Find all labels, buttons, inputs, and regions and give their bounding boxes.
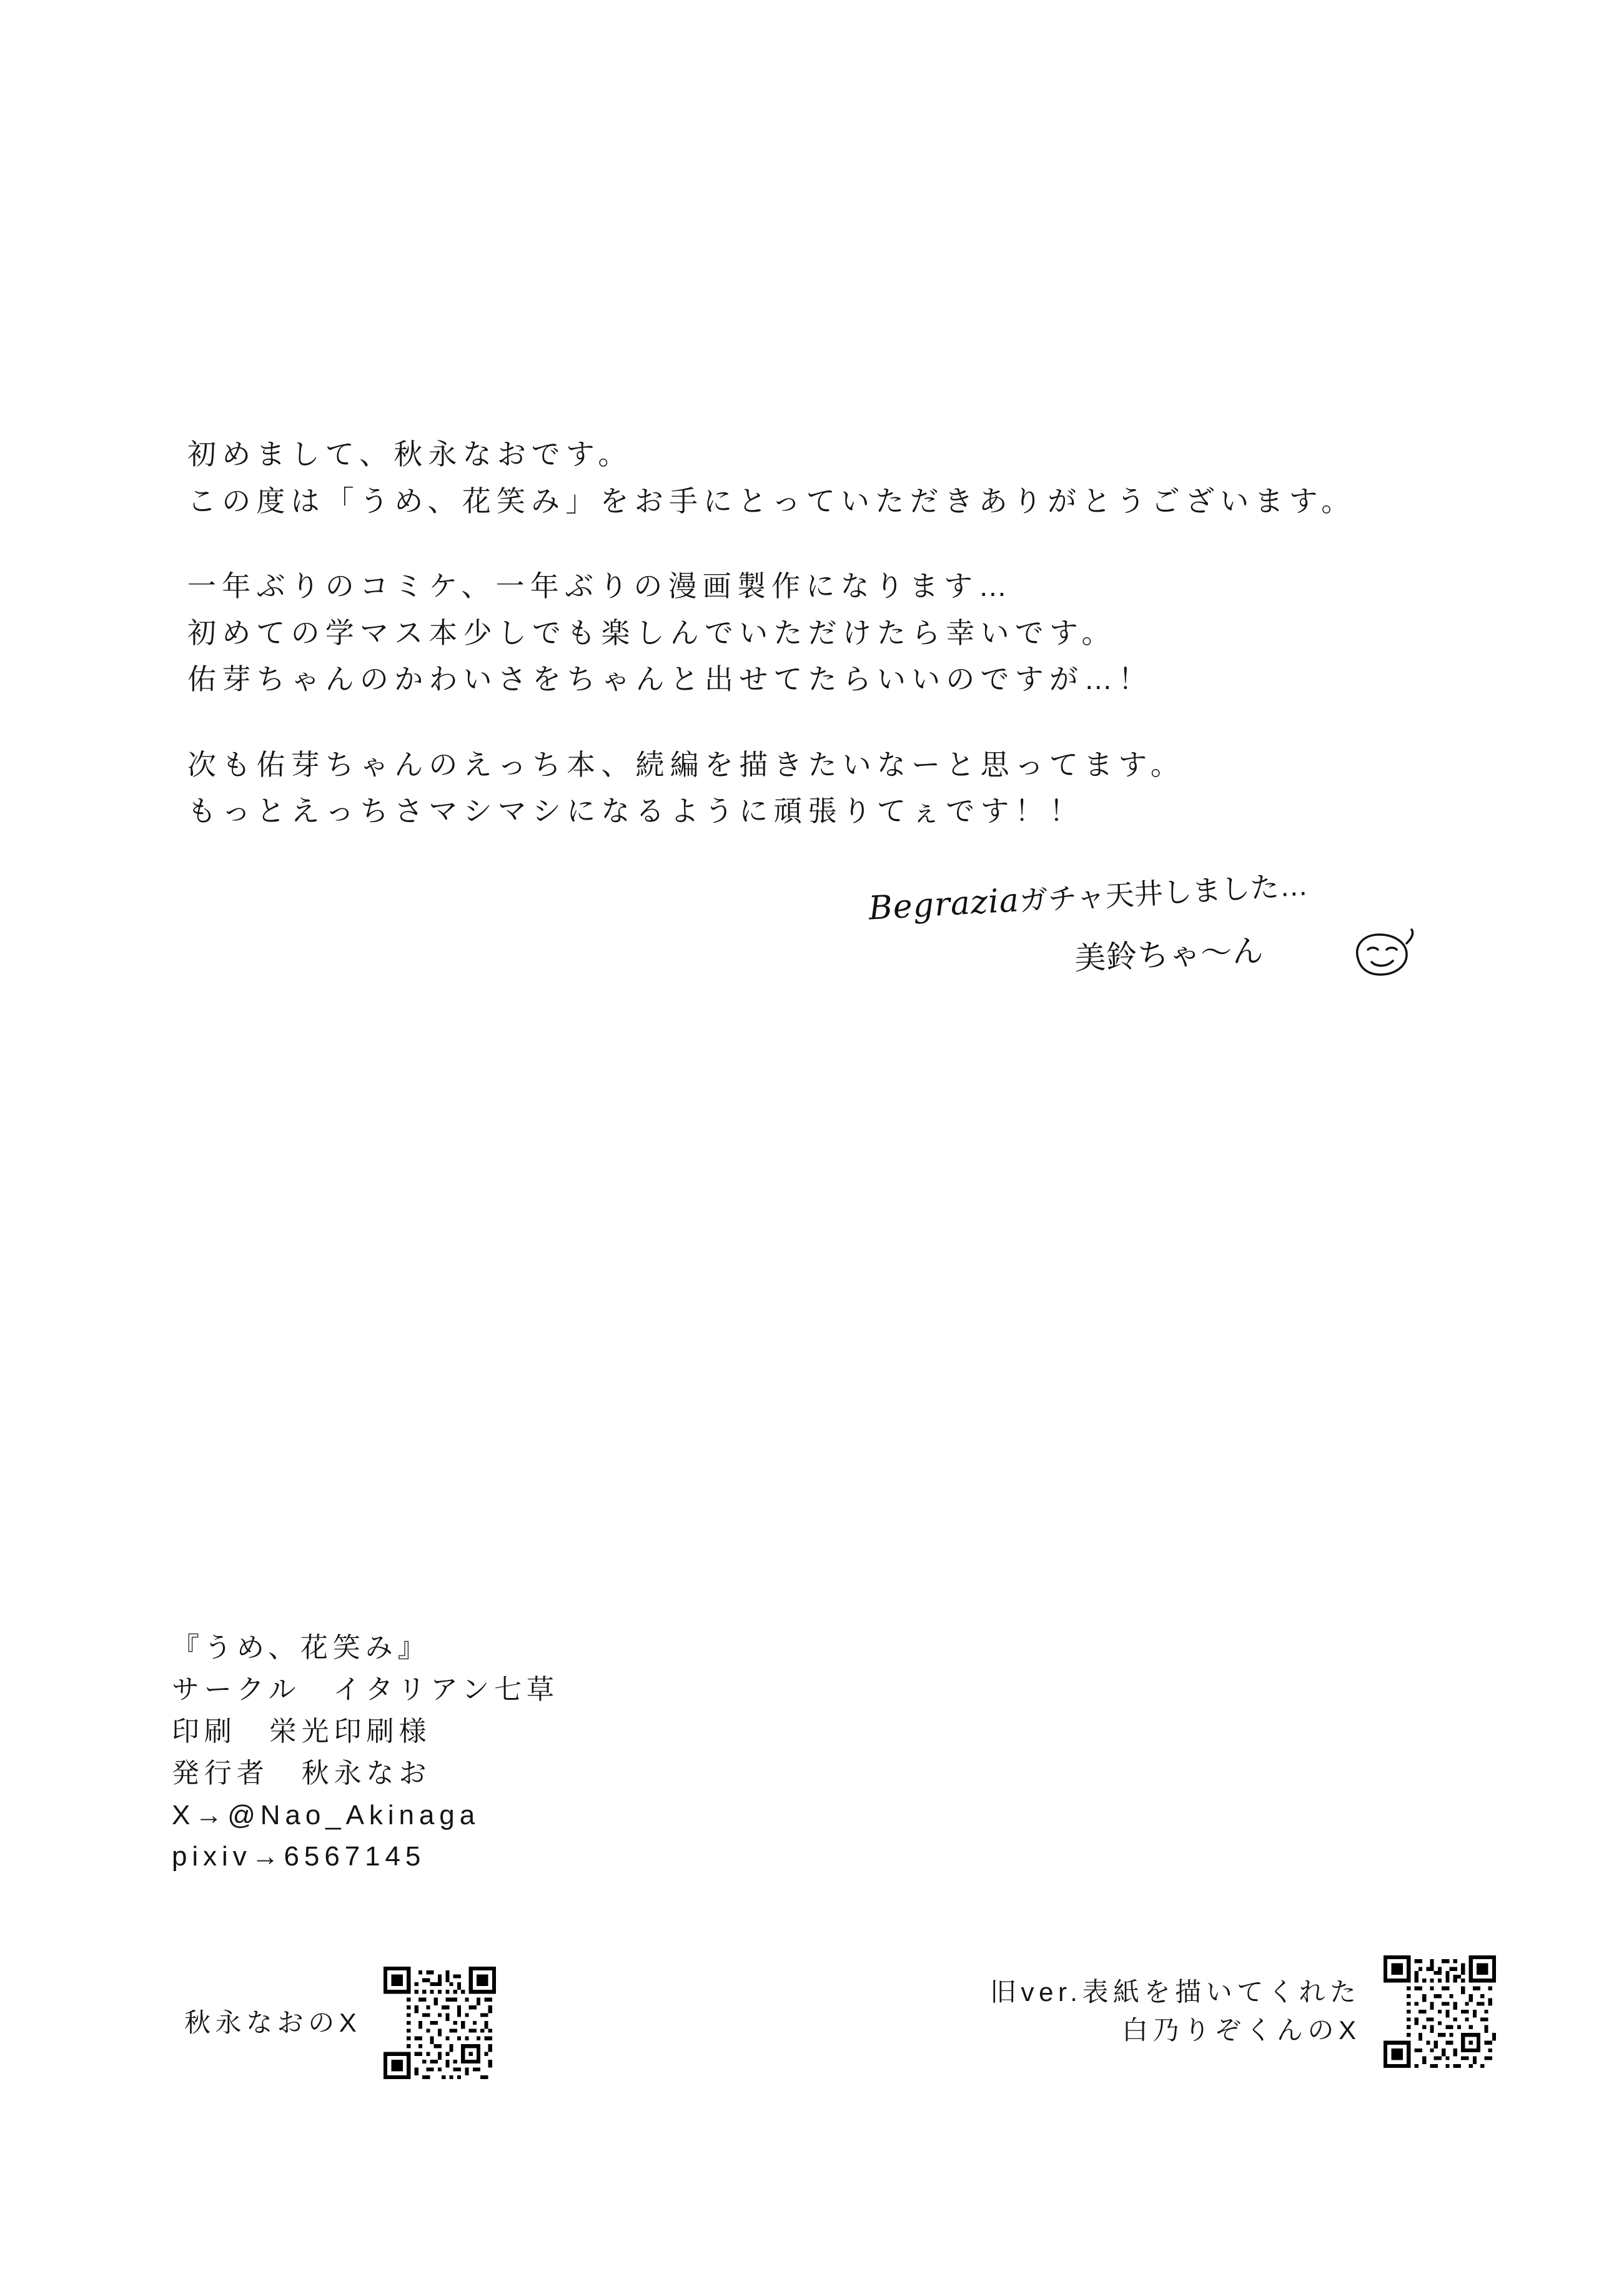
colophon-circle: サークル イタリアン七草: [172, 1674, 559, 1705]
handwritten-line-2: 美鈴ちゃ～ん: [1074, 933, 1265, 976]
afterword-line: 初めての学マス本少しでも楽しんでいただけたら幸いです。: [187, 616, 1116, 649]
colophon-x-handle: X→@Nao_Akinaga: [172, 1799, 480, 1830]
handwritten-script-word: Begrazia: [867, 881, 1021, 928]
qr-code-icon[interactable]: [384, 1967, 496, 2079]
colophon-title: 『うめ、花笑み』: [172, 1632, 430, 1663]
afterword-line: 次も佑芽ちゃんのえっち本、続編を描きたいなーと思ってます。: [187, 748, 1186, 781]
qr-entry-cover-artist: [990, 1955, 1496, 2068]
qr-caption-line: 秋永なおのX: [184, 2007, 362, 2037]
paragraph-spacer: [187, 703, 1437, 742]
handwritten-line-1: [868, 862, 1309, 928]
handwritten-line-1-rest: ガチャ天井しました…: [1018, 868, 1309, 918]
colophon-publisher: 発行者 秋永なお: [172, 1757, 432, 1789]
colophon-printer: 印刷 栄光印刷様: [172, 1716, 432, 1747]
handwritten-note: [867, 868, 1455, 1012]
afterword-line: 初めまして、秋永なおです。: [187, 438, 633, 470]
paragraph-spacer: [187, 524, 1437, 563]
qr-caption: [184, 2004, 361, 2042]
afterword-line: この度は「うめ、花笑み」をお手にとっていただきありがとうございます。: [187, 484, 1356, 517]
afterword-line: もっとえっちさマシマシになるように頑張りてぇです！！: [187, 795, 1084, 828]
qr-entry-author: [184, 1967, 496, 2079]
qr-code-icon[interactable]: [1384, 1955, 1496, 2068]
afterword-text-block: [187, 431, 1437, 835]
afterword-line: 一年ぶりのコミケ、一年ぶりの漫画製作になります…: [187, 570, 1013, 603]
qr-caption-line: 旧ver.表紙を描いてくれた: [990, 1977, 1361, 2007]
colophon-pixiv-id: pixiv→6567145: [172, 1841, 426, 1872]
qr-caption-line: 白乃りぞくんのX: [1122, 2015, 1361, 2045]
qr-code-area: [172, 1949, 1483, 2087]
smiling-face-doodle-icon: [1349, 922, 1418, 985]
qr-caption: [990, 1974, 1361, 2050]
afterword-line: 佑芽ちゃんのかわいさをちゃんと出せてたらいいのですが…！: [187, 663, 1153, 696]
colophon-block: [172, 1627, 1046, 1878]
